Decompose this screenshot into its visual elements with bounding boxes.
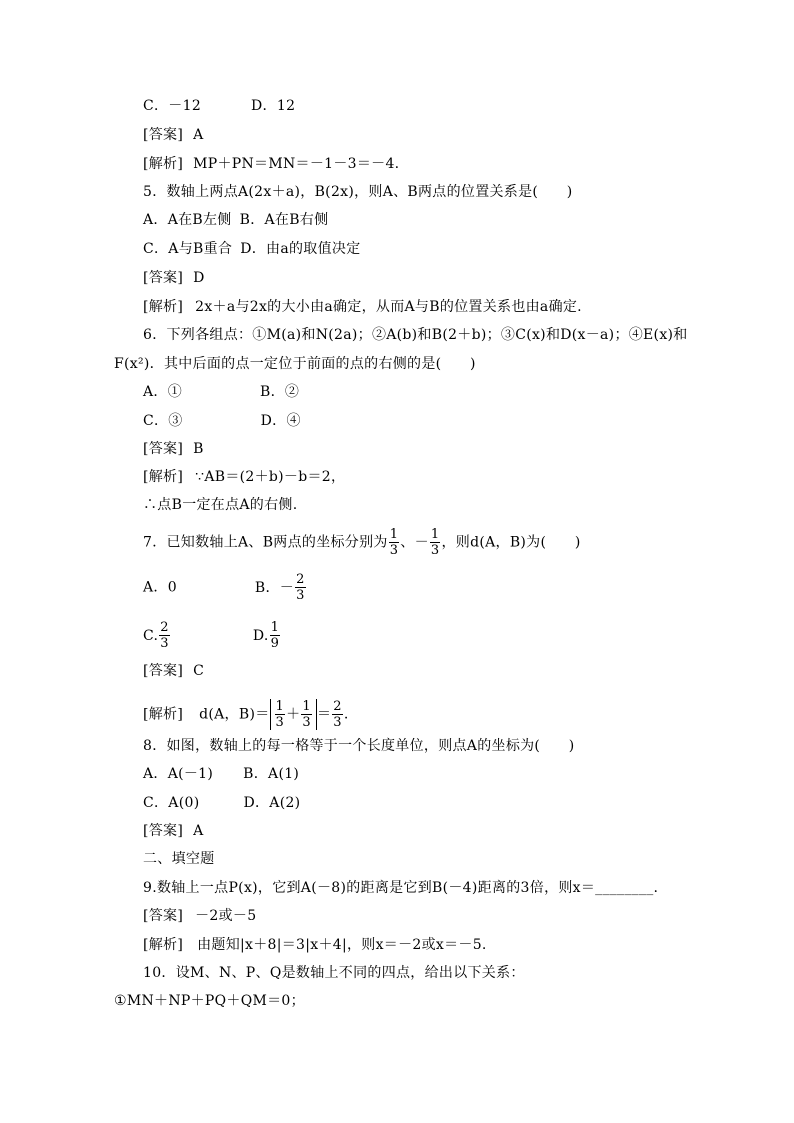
q4-option-d: D．12	[251, 98, 296, 114]
answer-label: [答案]	[143, 441, 184, 457]
q7-options-cd	[143, 620, 281, 651]
q6-option-c: C．③	[143, 413, 183, 429]
q4-options-cd	[143, 97, 295, 115]
analysis-text: 由题知|x＋8|＝3|x＋4|，则x＝－2或x＝－5.	[197, 937, 487, 953]
q6-option-a: A．①	[143, 384, 183, 400]
fraction: $\frac{1}{3}$	[389, 527, 399, 558]
analysis-text: ∵AB＝(2＋b)－b＝2，	[195, 469, 346, 485]
q6-stem-line2: F(x²)．其中后面的点一定位于前面的点的右侧的是( )	[114, 356, 476, 372]
q6-option-d: D．④	[260, 413, 301, 429]
q7-option-b: B．－ $\frac{2}{3}$	[254, 572, 305, 603]
fraction: $\frac{1}{3}$	[430, 527, 440, 558]
q9-answer	[143, 907, 256, 925]
answer-value: A	[193, 823, 204, 839]
q7-stem: 7．已知数轴上A、B两点的坐标分别为 $\frac{1}{3}$ 、－ $\frac{1}{3}$ ，则d(A，B)为( )	[143, 527, 581, 558]
answer-label: [答案]	[143, 908, 184, 924]
q5-option-c: C．A与B重合	[143, 241, 233, 257]
q6-stem-line1: 6．下列各组点：①M(a)和N(2a)；②A(b)和B(2＋b)；③C(x)和D(x－a)；④E(x)和	[143, 327, 688, 343]
analysis-text: MP＋PN＝MN＝－1－3＝－4.	[193, 156, 400, 172]
q10-stem: 10．设M、N、P、Q是数轴上不同的四点，给出以下关系：	[143, 965, 525, 981]
answer-label: [答案]	[143, 270, 184, 286]
section-heading: 二、填空题	[143, 851, 215, 867]
answer-label: [答案]	[143, 663, 184, 679]
q7-analysis: [解析] d(A，B)＝ $\frac{1}{3}$ ＋ $\frac{1}{3}$ ＝ $\frac{2}{3}$ .	[143, 699, 349, 730]
q5-answer	[143, 269, 205, 287]
analysis-text: 2x＋a与2x的大小由a确定，从而A与B的位置关系也由a确定.	[195, 299, 582, 315]
fraction: $\frac{2}{3}$	[296, 572, 305, 603]
q5-stem: 5．数轴上两点A(2x＋a)，B(2x)，则A、B两点的位置关系是( )	[143, 184, 573, 200]
q8-option-c: C．A(0)	[143, 795, 200, 811]
analysis-label: [解析]	[143, 937, 184, 953]
q10-item-1: ①MN＋NP＋PQ＋QM＝0；	[114, 993, 305, 1009]
answer-value: B	[193, 441, 204, 457]
q8-answer	[143, 822, 204, 840]
answer-label: [答案]	[143, 823, 184, 839]
q6-analysis	[143, 468, 345, 486]
q7-option-a: A．0	[143, 579, 177, 596]
q9-stem: 9.数轴上一点P(x)，它到A(－8)的距离是它到B(－4)距离的3倍，则x＝________.	[143, 880, 659, 896]
q8-option-d: D．A(2)	[243, 795, 301, 811]
q7-options-ab	[143, 572, 307, 603]
q8-options-ab	[143, 765, 299, 783]
q8-options-cd	[143, 794, 300, 812]
fraction: $\frac{1}{9}$	[270, 620, 280, 651]
q6-options-ab	[143, 383, 299, 401]
q8-option-a: A．A(－1)	[143, 766, 214, 782]
q5-options-cd	[143, 240, 361, 258]
fraction: $\frac{2}{3}$	[160, 620, 169, 651]
q6-options-cd	[143, 412, 301, 430]
q8-option-b: B．A(1)	[243, 766, 300, 782]
answer-value: －2或－5	[195, 908, 257, 924]
q6-option-b: B．②	[260, 384, 300, 400]
q5-option-a: A．A在B左侧	[143, 212, 232, 228]
q5-options-ab	[143, 211, 328, 229]
q7-answer	[143, 662, 204, 680]
q5-analysis	[143, 298, 582, 316]
q6-answer	[143, 440, 204, 458]
q7-option-d: D. $\frac{1}{9}$	[252, 620, 280, 651]
q6-conclusion: ∴点B一定在点A的右侧.	[143, 497, 298, 513]
analysis-label: [解析]	[143, 156, 184, 172]
q4-analysis	[143, 155, 399, 173]
q4-option-c: C．－12	[143, 98, 202, 114]
analysis-label: [解析]	[143, 706, 184, 723]
analysis-label: [解析]	[143, 299, 184, 315]
answer-label: [答案]	[143, 127, 184, 143]
fraction: $\frac{2}{3}$	[333, 699, 342, 730]
q4-answer	[143, 126, 204, 144]
analysis-label: [解析]	[143, 469, 184, 485]
q8-stem: 8．如图，数轴上的每一格等于一个长度单位，则点A的坐标为( )	[143, 738, 575, 754]
answer-value: D	[193, 270, 205, 286]
answer-value: C	[193, 663, 205, 679]
q5-option-b: B．A在B右侧	[239, 212, 329, 228]
q9-analysis	[143, 936, 487, 954]
q5-option-d: D．由a的取值决定	[240, 241, 361, 257]
absolute-value: $\frac{1}{3}$ ＋ $\frac{1}{3}$	[270, 699, 317, 730]
q7-option-c: C. $\frac{2}{3}$	[143, 620, 169, 651]
answer-value: A	[193, 127, 204, 143]
